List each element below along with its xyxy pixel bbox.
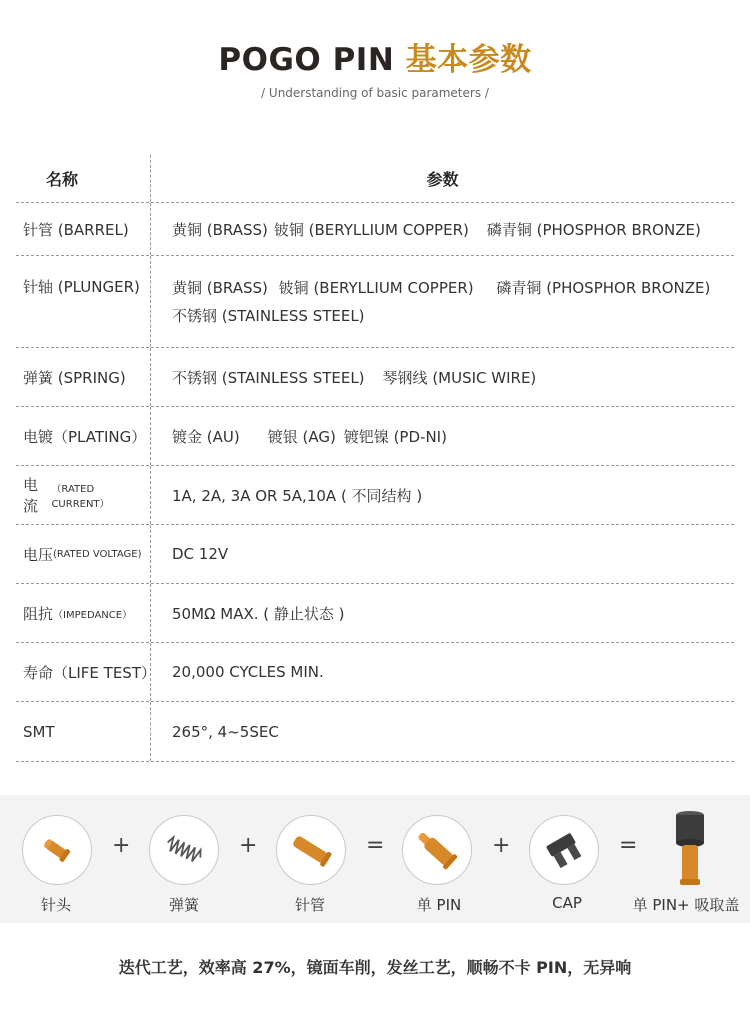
barrel-icon (276, 815, 346, 885)
row-name: 寿命（LIFE TEST） (16, 643, 151, 701)
name-main: 电压 (23, 545, 54, 564)
value-item: 镀钯镍 (PD-NI) (343, 427, 447, 446)
label-pin-head: 针头 (40, 896, 71, 914)
value-item: 不锈钢 (STAINLESS STEEL) (172, 306, 365, 325)
table-row-voltage (16, 525, 734, 584)
name-sub: （IMPEDANCE） (53, 609, 133, 621)
table-row-smt (16, 702, 734, 762)
title-en: POGO PIN (218, 42, 395, 78)
table-row-plunger (16, 256, 734, 348)
row-value (151, 407, 734, 465)
value-item: 磷青铜 (PHOSPHOR BRONZE) (496, 278, 711, 297)
page-subtitle: / Understanding of basic parameters / (261, 86, 489, 100)
row-value: 20,000 CYCLES MIN. (172, 663, 324, 681)
assembly-item-single-pin (402, 815, 472, 885)
table-row-barrel (16, 203, 734, 256)
value-line (172, 302, 365, 330)
row-value (151, 348, 734, 406)
row-value (151, 256, 734, 347)
row-name (16, 584, 151, 642)
name-sub: (RATED VOLTAGE) (53, 548, 142, 560)
plus-operator: + (492, 833, 511, 858)
row-value: 50MΩ MAX. ( 静止状态 ) (172, 604, 345, 623)
value-item: 黄铜 (BRASS) (172, 220, 268, 239)
table-row-impedance (16, 584, 734, 643)
table-row-spring (16, 348, 734, 407)
table-header-row (16, 155, 734, 203)
value-item: 不锈钢 (STAINLESS STEEL) (172, 368, 365, 387)
row-value: 265°, 4~5SEC (172, 722, 279, 741)
cap-icon (529, 815, 599, 885)
value-item: 镀金 (AU) (172, 427, 240, 446)
label-pin-with-cap: 单 PIN+ 吸取盖 (632, 896, 740, 914)
name-main: 电流 (23, 476, 39, 515)
row-name (16, 525, 151, 583)
header-param: 参数 (426, 170, 459, 189)
row-name: 针管 (BARREL) (16, 203, 151, 255)
plus-operator: + (112, 833, 131, 858)
name-main: 阻抗 (23, 604, 54, 623)
row-value: DC 12V (172, 545, 229, 563)
pin-with-cap-icon (665, 809, 715, 891)
row-name (16, 466, 151, 524)
row-value (151, 203, 734, 255)
table-row-life (16, 643, 734, 702)
table-row-plating (16, 407, 734, 466)
assembly-item-cap (529, 815, 599, 885)
table-row-current (16, 466, 734, 525)
page-header (0, 38, 750, 100)
spring-icon (149, 815, 219, 885)
name-sub: （RATED CURRENT） (51, 484, 110, 510)
row-name: 针轴 (PLUNGER) (16, 256, 151, 347)
label-spring: 弹簧 (168, 896, 199, 914)
single-pin-icon (402, 815, 472, 885)
equals-operator: = (366, 833, 385, 858)
assembly-item-spring (149, 815, 219, 885)
plus-operator: + (239, 833, 258, 858)
header-name: 名称 (16, 155, 151, 202)
pin-head-icon (22, 815, 92, 885)
assembly-diagram (0, 795, 750, 923)
row-name: 弹簧 (SPRING) (16, 348, 151, 406)
value-line (172, 274, 710, 302)
row-value: 1A, 2A, 3A OR 5A,10A ( 不同结构 ) (172, 486, 423, 505)
label-single-pin: 单 PIN (416, 896, 462, 914)
page-title (0, 38, 750, 82)
value-item: 磷青铜 (PHOSPHOR BRONZE) (486, 220, 701, 239)
value-item: 铍铜 (BERYLLIUM COPPER) (278, 278, 474, 297)
label-barrel: 针管 (294, 896, 325, 914)
assembly-item-barrel (276, 815, 346, 885)
equals-operator: = (619, 833, 638, 858)
footer-text: 迭代工艺，效率高 27%，镜面车削，发丝工艺，顺畅不卡 PIN，无异响 (118, 958, 632, 977)
row-name: 电镀（PLATING） (16, 407, 151, 465)
label-cap: CAP (552, 894, 582, 912)
row-name: SMT (16, 702, 151, 761)
assembly-item-pin-head (22, 815, 92, 885)
value-item: 镀银 (AG) (267, 427, 336, 446)
parameter-table (16, 155, 734, 762)
value-item: 铍铜 (BERYLLIUM COPPER) (273, 220, 469, 239)
value-item: 琴钢线 (MUSIC WIRE) (382, 368, 537, 387)
title-cn: 基本参数 (405, 42, 532, 78)
value-item: 黄铜 (BRASS) (172, 278, 268, 297)
